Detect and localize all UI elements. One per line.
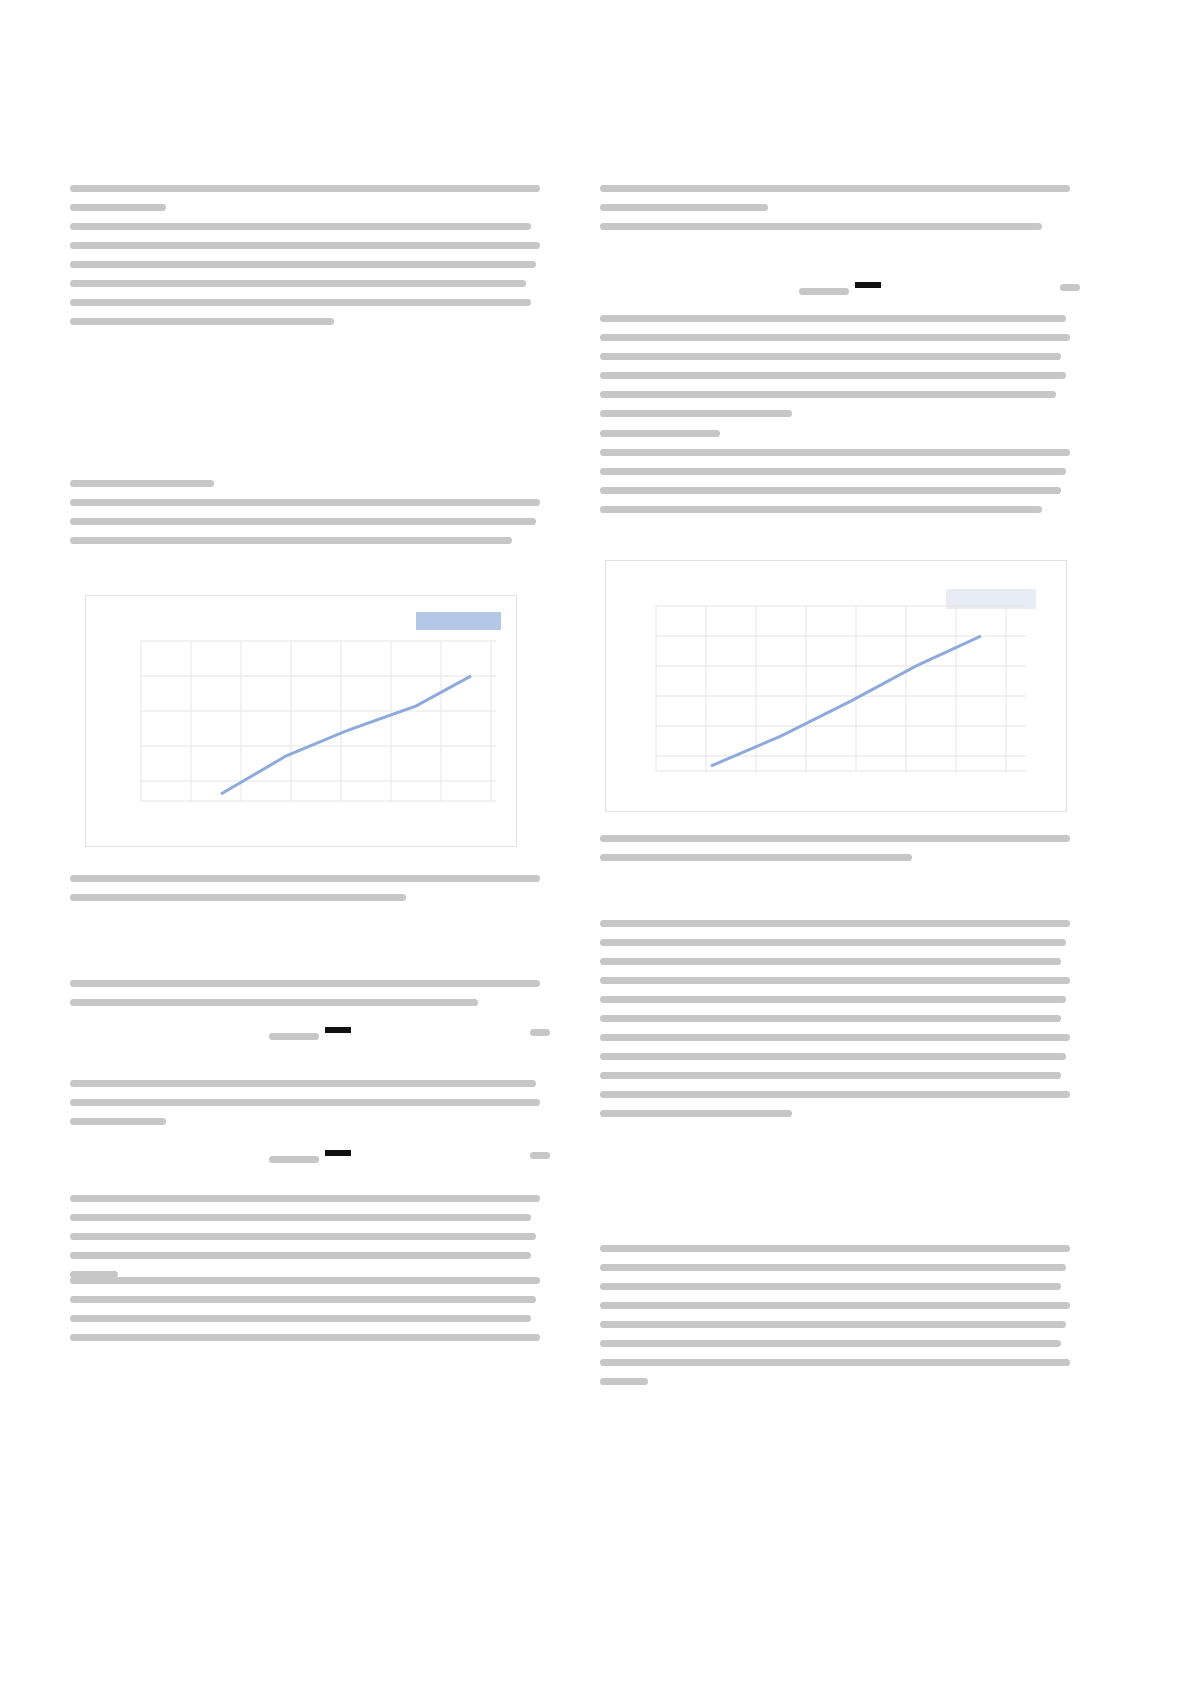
right-paragraph-3: [600, 430, 1080, 525]
left-paragraph-1: [70, 185, 550, 337]
left-paragraph-3: [70, 980, 550, 1018]
left-figure-caption: [70, 875, 550, 913]
right-column: [600, 185, 1080, 1485]
equation-row-2: [70, 1148, 550, 1170]
left-paragraph-5: [70, 1195, 550, 1290]
right-paragraph-2: [600, 315, 1080, 429]
equation-row-3: [600, 280, 1080, 302]
equation-number: [1060, 284, 1080, 291]
left-paragraph-6: [70, 1277, 550, 1353]
equation-row-1: [70, 1025, 550, 1047]
right-figure-caption: [600, 835, 1080, 873]
right-paragraph-1: [600, 185, 1080, 242]
left-paragraph-4: [70, 1080, 550, 1137]
right-paragraph-4: [600, 920, 1080, 1129]
equation-number: [530, 1152, 550, 1159]
chart-bg: [87, 597, 515, 845]
right-chart: [605, 560, 1067, 812]
left-chart-svg: [86, 596, 516, 846]
left-column: [70, 185, 550, 1485]
left-chart-legend: [416, 612, 501, 630]
equation-number: [530, 1029, 550, 1036]
left-paragraph-2: [70, 480, 550, 556]
left-chart: [85, 595, 517, 847]
right-paragraph-5: [600, 1245, 1080, 1397]
right-chart-svg: [606, 561, 1066, 811]
